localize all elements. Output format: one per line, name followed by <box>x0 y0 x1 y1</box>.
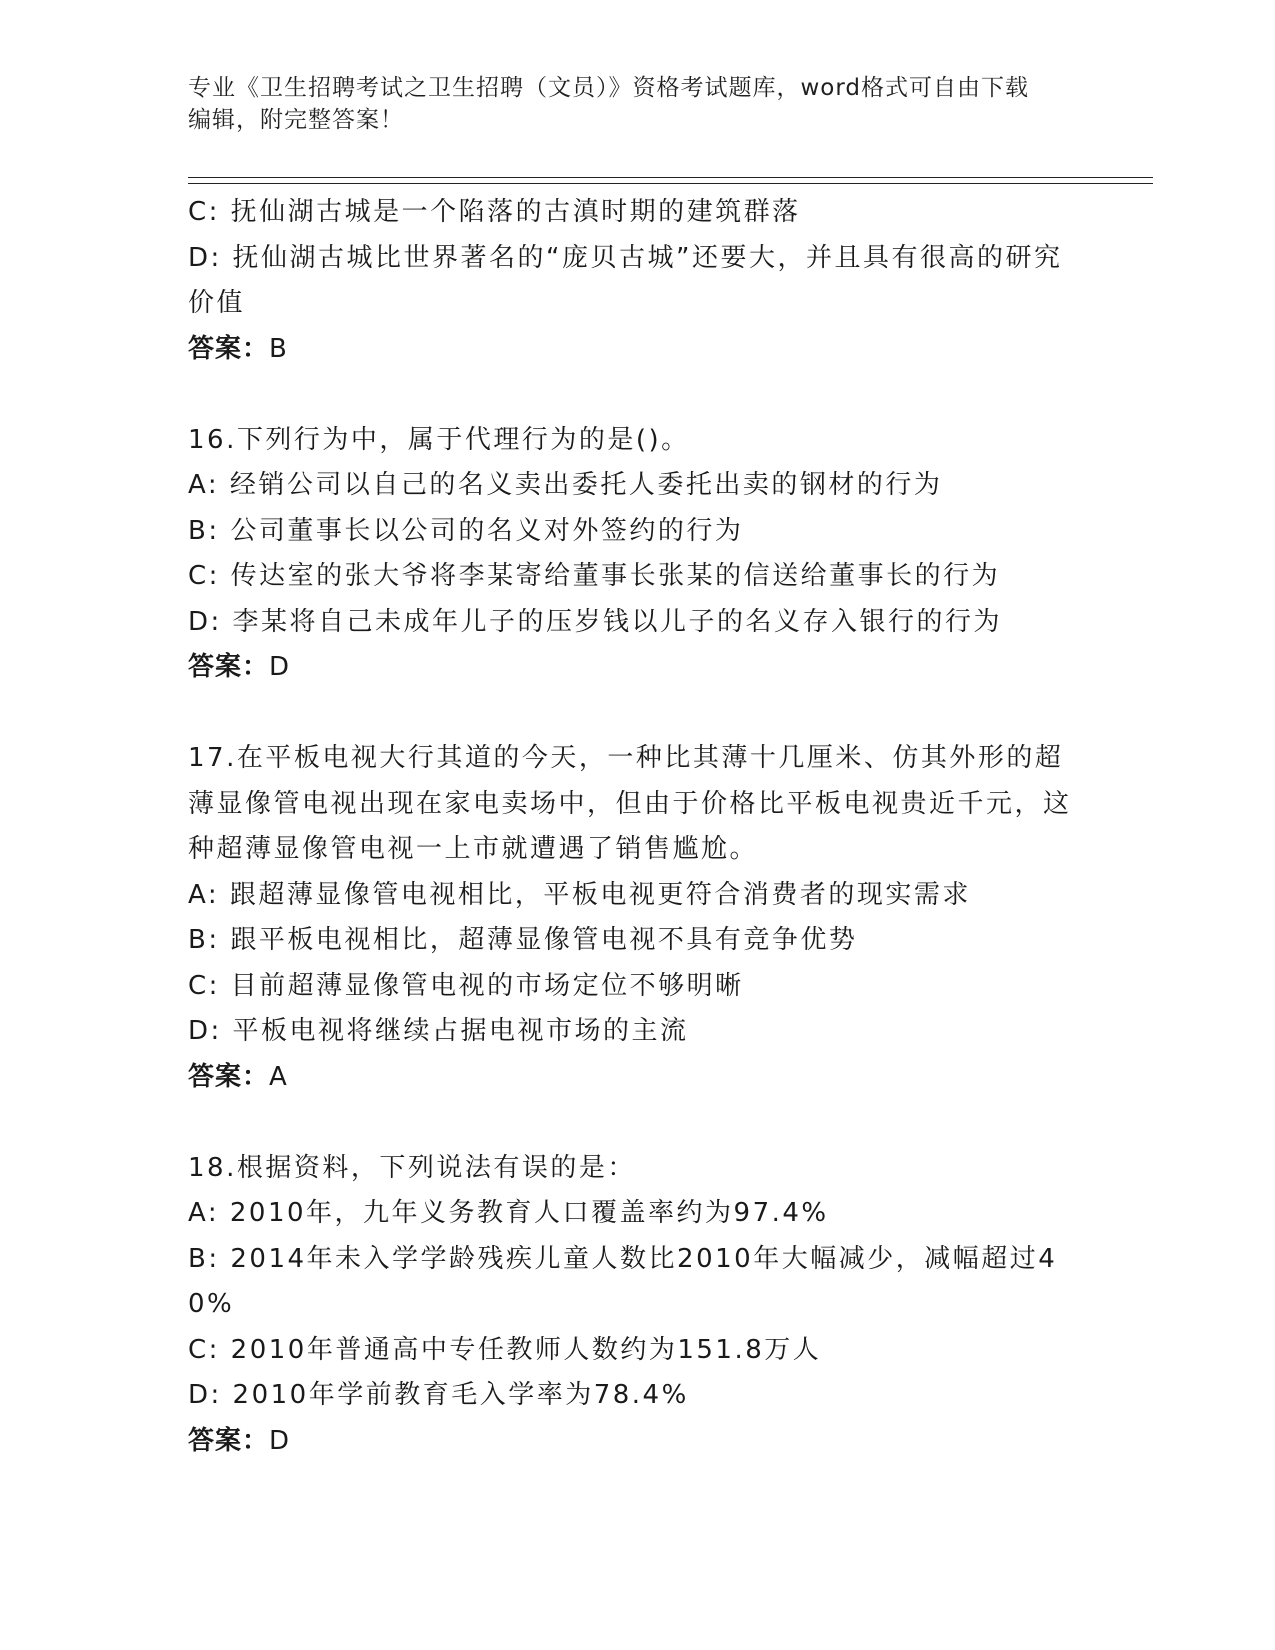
answer-line <box>188 1419 1088 1465</box>
answer-label: 答案： <box>188 1425 270 1456</box>
answer-line <box>188 645 1088 691</box>
option-d: D: 李某将自己未成年儿子的压岁钱以儿子的名义存入银行的行为 <box>188 606 1003 637</box>
question-stem: 16.下列行为中，属于代理行为的是()。 <box>188 424 690 455</box>
option-c: C: 2010年普通高中专任教师人数约为151.8万人 <box>188 1334 822 1365</box>
option-d: D: 平板电视将继续占据电视市场的主流 <box>188 1016 689 1046</box>
header-divider <box>188 177 1153 184</box>
question-stem: 18.根据资料，下列说法有误的是： <box>188 1152 636 1183</box>
option-b: B: 跟平板电视相比，超薄显像管电视不具有竞争优势 <box>188 925 858 955</box>
answer-value: B <box>269 333 288 364</box>
question-carryover <box>188 190 1088 372</box>
document-body <box>188 190 1088 1464</box>
answer-value: A <box>269 1061 288 1092</box>
answer-value: D <box>269 1425 291 1456</box>
option-c: C: 传达室的张大爷将李某寄给董事长张某的信送给董事长的行为 <box>188 561 1001 591</box>
option-a: A: 跟超薄显像管电视相比，平板电视更符合消费者的现实需求 <box>188 879 971 910</box>
answer-value: D <box>269 652 291 682</box>
spacer <box>188 1100 1088 1146</box>
option-a: A: 经销公司以自己的名义卖出委托人委托出卖的钢材的行为 <box>188 470 943 500</box>
question-18 <box>188 1146 1088 1465</box>
option-a: A: 2010年，九年义务教育人口覆盖率约为97.4% <box>188 1198 829 1228</box>
answer-label: 答案： <box>188 333 270 364</box>
spacer <box>188 372 1088 418</box>
option-d: D: 抚仙湖古城比世界著名的“庞贝古城”还要大，并且具有很高的研究价值 <box>188 242 1063 318</box>
header-line-2: 编辑，附完整答案！ <box>188 107 404 133</box>
option-b: B: 2014年未入学学龄残疾儿童人数比2010年大幅减少，减幅超过40% <box>188 1243 1058 1319</box>
answer-label: 答案： <box>188 652 270 682</box>
header-line-1: 专业《卫生招聘考试之卫生招聘（文员）》资格考试题库，word格式可自由下载 <box>188 75 1030 101</box>
option-c: C: 抚仙湖古城是一个陷落的古滇时期的建筑群落 <box>188 197 801 227</box>
answer-line <box>188 327 1088 373</box>
option-b: B: 公司董事长以公司的名义对外签约的行为 <box>188 515 744 546</box>
option-c: C: 目前超薄显像管电视的市场定位不够明晰 <box>188 970 744 1001</box>
spacer <box>188 691 1088 737</box>
page-header <box>188 72 1068 136</box>
answer-label: 答案： <box>188 1061 270 1092</box>
question-stem: 17.在平板电视大行其道的今天，一种比其薄十几厘米、仿其外形的超薄显像管电视出现在家电卖场中，但由于价格比平板电视贵近千元，这种超薄显像管电视一上市就遭遇了销售尴尬。 <box>188 743 1072 864</box>
option-d: D: 2010年学前教育毛入学率为78.4% <box>188 1380 689 1410</box>
question-17 <box>188 736 1088 1100</box>
question-16 <box>188 418 1088 691</box>
answer-line <box>188 1055 1088 1101</box>
